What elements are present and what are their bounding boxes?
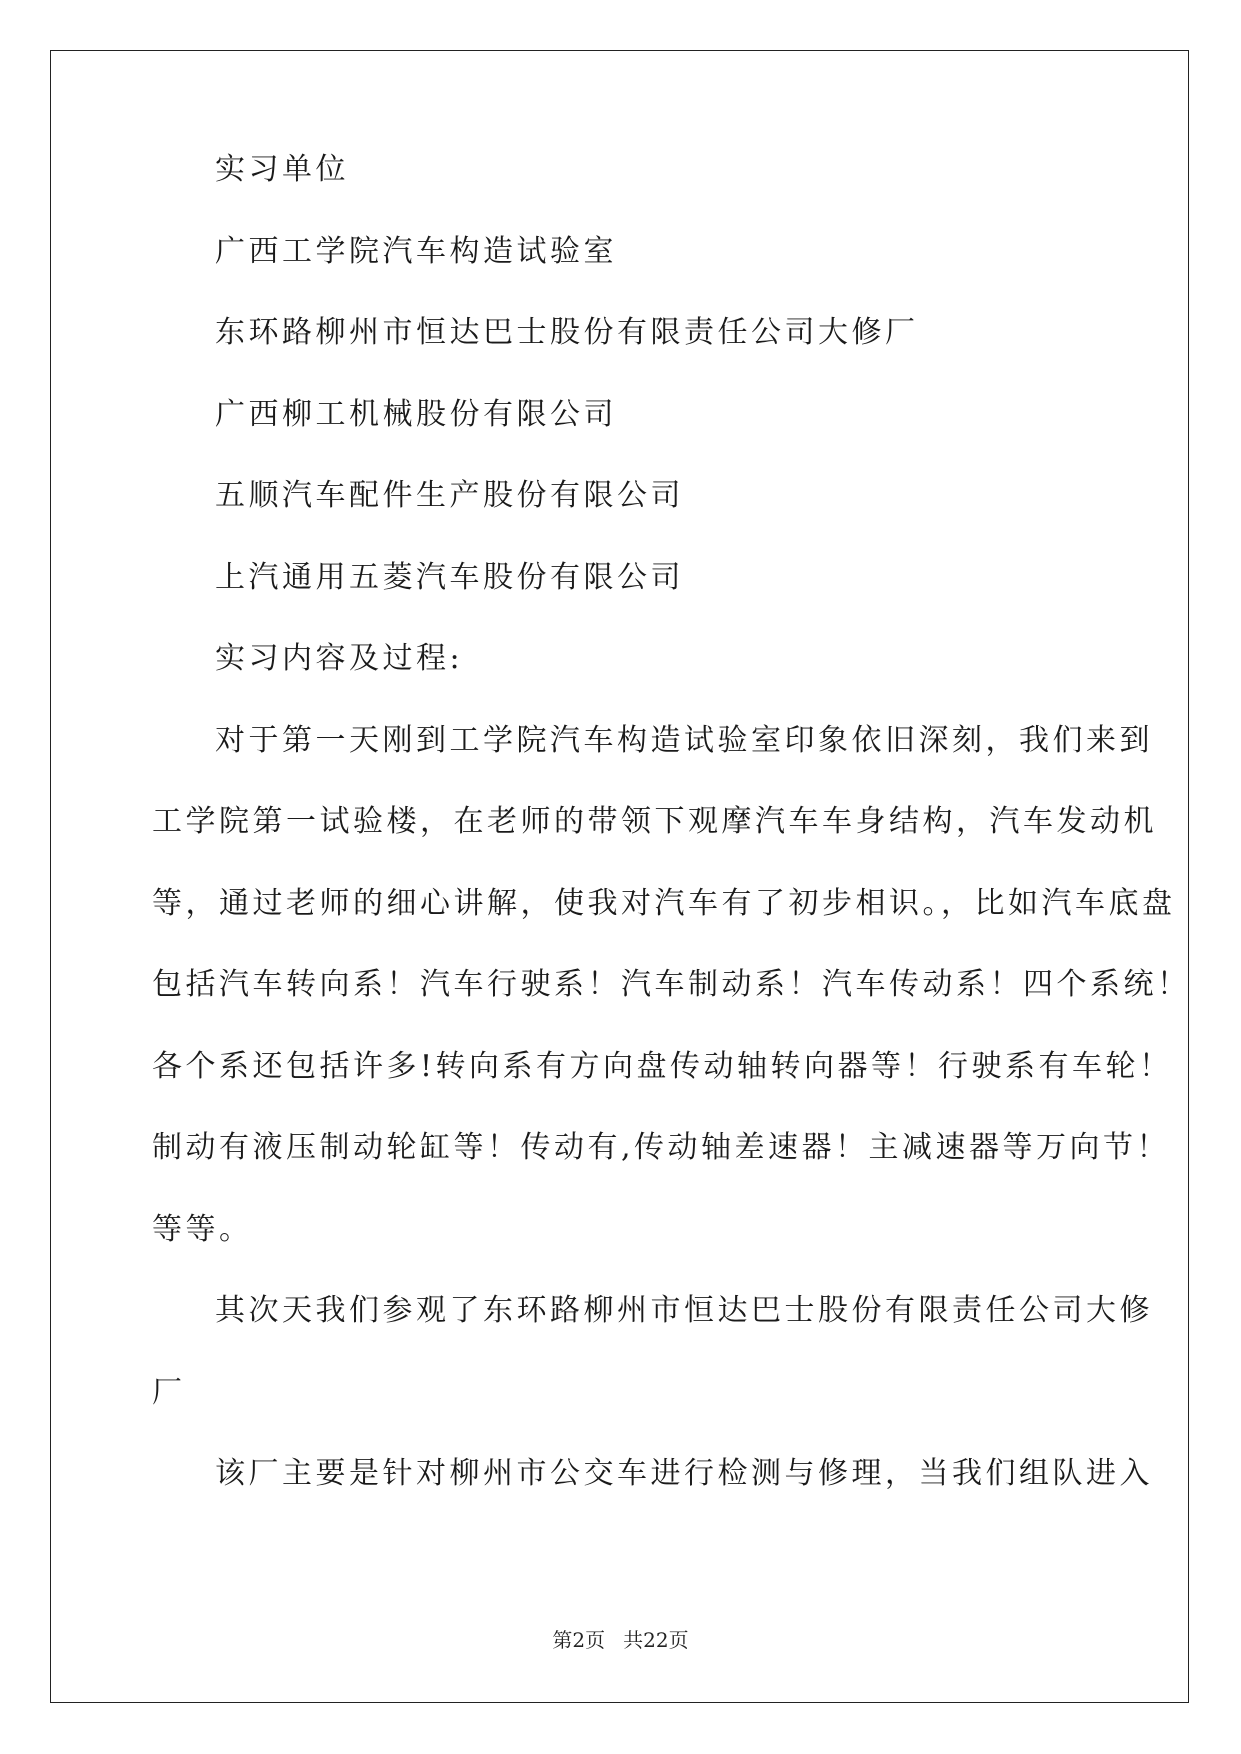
page-number: 第2页 — [552, 1628, 606, 1652]
process-heading: 实习内容及过程: — [215, 641, 464, 676]
paragraph-line: 等等。 — [152, 1211, 253, 1247]
paragraph-line: 包括汽车转向系！汽车行驶系！汽车制动系！汽车传动系！四个系统！ — [152, 967, 1191, 1002]
page-total: 共22页 — [623, 1628, 689, 1652]
paragraph-line: 制动有液压制动轮缸等！传动有,传动轴差速器！主减速器等万向节！ — [152, 1130, 1171, 1165]
paragraph-line: 对于第一天刚到工学院汽车构造试验室印象依旧深刻，我们来到 — [215, 722, 1153, 758]
paragraph-line: 厂 — [152, 1374, 186, 1410]
unit-item: 广西柳工机械股份有限公司 — [215, 396, 617, 432]
unit-item: 广西工学院汽车构造试验室 — [215, 233, 617, 269]
paragraph-line: 该厂主要是针对柳州市公交车进行检测与修理，当我们组队进入 — [215, 1456, 1153, 1491]
unit-item: 东环路柳州市恒达巴士股份有限责任公司大修厂 — [215, 315, 919, 350]
paragraph-line: 其次天我们参观了东环路柳州市恒达巴士股份有限责任公司大修 — [215, 1293, 1153, 1328]
paragraph-line: 工学院第一试验楼，在老师的带领下观摩汽车车身结构，汽车发动机 — [152, 804, 1157, 839]
paragraph-line: 各个系还包括许多!转向系有方向盘传动轴转向器等！行驶系有车轮！ — [152, 1048, 1173, 1084]
page-footer — [0, 1628, 1241, 1652]
paragraph-line: 等，通过老师的细心讲解，使我对汽车有了初步相识。，比如汽车底盘 — [152, 885, 1176, 921]
unit-item: 五顺汽车配件生产股份有限公司 — [215, 478, 684, 513]
unit-item: 上汽通用五菱汽车股份有限公司 — [215, 559, 684, 595]
units-heading: 实习单位 — [215, 152, 349, 187]
document-body — [152, 150, 1191, 1536]
